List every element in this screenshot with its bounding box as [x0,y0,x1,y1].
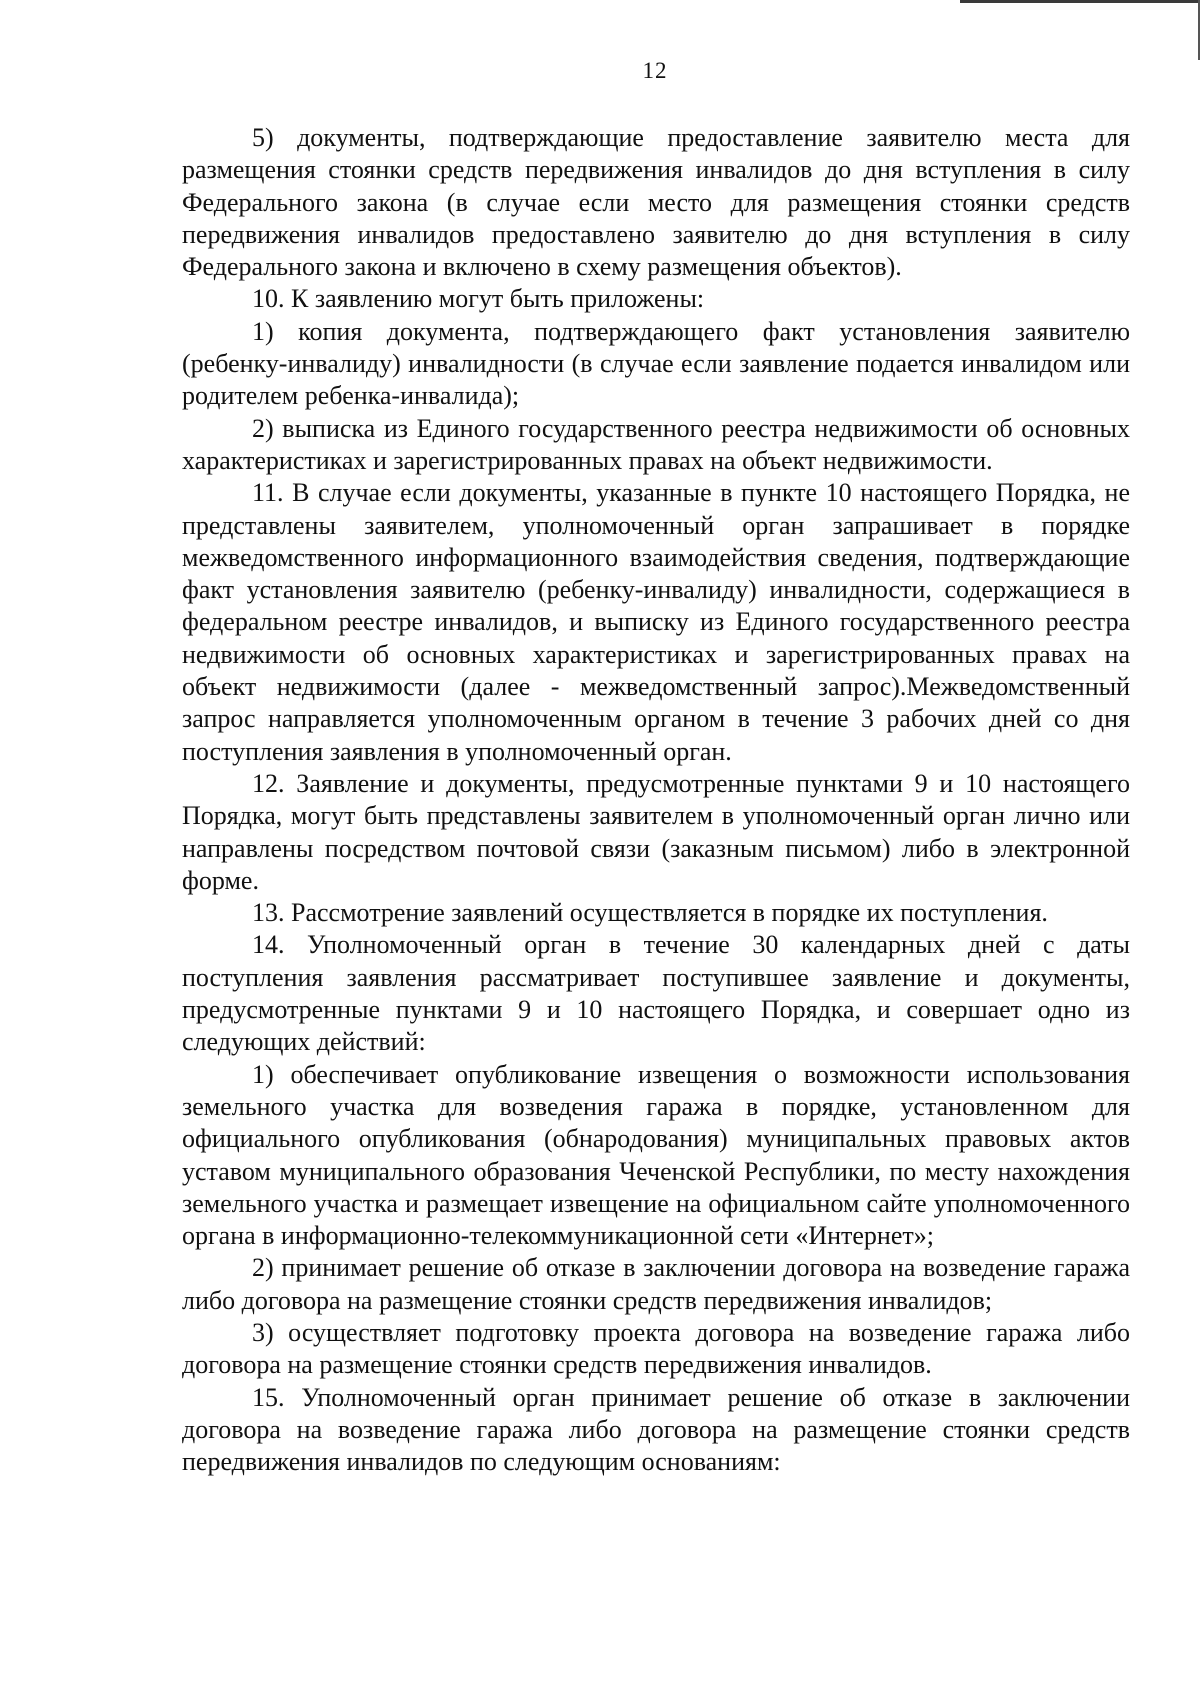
paragraph-14-item-1: 1) обеспечивает опубликование извещения о возможности использования земельного участка для возведения гаража в порядке, установленном для официального опубликования (обнародования) муниципальных правовых актов уставом муниципального образования Чеченской Республики, по месту нахождения земельного участка и размещает извещение на официальном сайте уполномоченного органа в информационно-телекоммуникационной сети «Интернет»; [182,1059,1130,1251]
paragraph-10-item-2: 2) выписка из Единого государственного реестра недвижимости об основных характеристиках и зарегистрированных правах на объект недвижимости. [182,413,1130,475]
page-number: 12 [642,58,668,83]
paragraph-11: 11. В случае если документы, указанные в пункте 10 настоящего Порядка, не представлены заявителем, уполномоченный орган запрашивает в порядке межведомственного информационного взаимодействия сведения, подтверждающие факт установления заявителю (ребенку-инвалиду) инвалидности, содержащиеся в федеральном реестре инвалидов, и выписку из Единого государственного реестра недвижимости об основных характеристиках и зарегистрированных правах на объект недвижимости (далее - межведомственный запрос).Межведомственный запрос направляется уполномоченным органом в течение 3 рабочих дней со дня поступления заявления в уполномоченный орган. [182,478,1130,766]
paragraph-14-item-3: 3) осуществляет подготовку проекта договора на возведение гаража либо договора на размещение стоянки средств передвижения инвалидов. [182,1317,1130,1380]
paragraph-item-5-documents: 5) документы, подтверждающие предоставление заявителю места для размещения стоянки средств передвижения инвалидов до дня вступления в силу Федерального закона (в случае если место для размещения стоянки средств передвижения инвалидов предоставлено заявителю до дня вступления в силу Федерального закона и включено в схему размещения объектов). [182,123,1130,282]
paragraph-10-item-1: 1) копия документа, подтверждающего факт установления заявителю (ребенку-инвалиду) инвалидности (в случае если заявление подается инвалидом или родителем ребенка-инвалида); [182,316,1130,411]
paragraph-14-item-2: 2) принимает решение об отказе в заключении договора на возведение гаража либо договора на размещение стоянки средств передвижения инвалидов; [182,1253,1130,1315]
paragraph-14: 14. Уполномоченный орган в течение 30 календарных дней с даты поступления заявления рассматривает поступившее заявление и документы, предусмотренные пунктами 9 и 10 настоящего Порядка, и совершает одно из следующих действий: [182,930,1130,1057]
scan-edge-line [960,0,1200,3]
paragraph-13: 13. Рассмотрение заявлений осуществляется в порядке их поступления. [252,898,1048,928]
paragraph-12: 12. Заявление и документы, предусмотренные пунктами 9 и 10 настоящего Порядка, могут быть представлены заявителем в уполномоченный орган лично или направлены посредством почтовой связи (заказным письмом) либо в электронной форме. [182,768,1130,895]
document-body [182,122,1130,1478]
paragraph-10-heading: 10. К заявлению могут быть приложены: [252,284,705,314]
paragraph-15: 15. Уполномоченный орган принимает решение об отказе в заключении договора на возведение гаража либо договора на размещение стоянки средств передвижения инвалидов по следующим основаниям: [182,1382,1130,1477]
